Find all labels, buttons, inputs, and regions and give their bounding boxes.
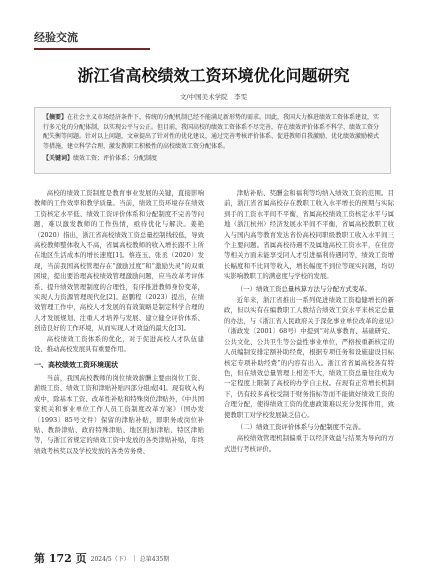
article-title: 浙江省高校绩效工资环境优化问题研究 [77, 66, 350, 85]
section-rule [34, 48, 150, 50]
subheading-2: （二）绩效工资评价体系与分配制度不完善。 [236, 422, 365, 431]
keywords [43, 154, 382, 164]
left-paragraph-3: 当前，我国高校教师的岗位绩效薪酬主要由岗位工资、薪级工资、绩效工资和津贴补贴四部分组成[4]。现有收入构成中，除基本工资、改革性补贴和特殊岗位津贴外，《中共国家机关和事业单位工作人员工资制度改革方案》（国办发〔1993〕85号文件）保留的津贴补贴，即职务或岗位补贴、教龄津贴、政府特殊津贴、地区附加津贴、特区津贴等，与浙江省规定的绩效工资中发放的各类津贴补贴，年终绩效考核奖以及学校发放的各类劳务费、 [34, 373, 204, 455]
right-paragraph-1: 津贴补贴、奖酬金和福利等均纳入绩效工资的范围。目前，浙江省省属高校存在教职工收入水平增长的预期与实际到手的工资水平间不平衡，省属高校绩效工资核定水平与属地（浙江杭州）经济发展水平间不平衡，省属高校教职工收入与国内高等教育发达省份高校同职级教职工收入水平间三个主要问题。省属高校待遇不及属地高校工资水平，在住房等相关方面未能享受同人才引进福利待遇同等，绩效工资增长幅度和不比同等收入，增长幅度不到位等现实问题，均切实影响教职工的满意度与学校的发展。 [224, 189, 394, 281]
right-column [224, 188, 394, 454]
abstract-box [34, 107, 391, 174]
abstract-body: 在社会主义市场经济条件下，传统的分配机制已经不能满足新形势的需求。因此，我国大力推进绩效工资体系建设，实行多元化的分配体制，以实现公平与公正。但目前，我国高校的绩效工资体系不尽完善，存在绩效评价体系不科学、绩效工资分配失衡等问题。针对以上问题，文章提出了针对性的优化建议，通过完善考核评价体系、促进教师自我激励、优化绩效激励模式等措施，建立科学合理、激发教职工积极性的高校绩效工资分配体系。 [43, 114, 380, 150]
subheading-1: （一）绩效工资总量核算方法与分配方式变革。 [236, 284, 371, 293]
keywords-label: 【关键词】 [43, 155, 74, 163]
footer-separator: | [133, 554, 136, 562]
abstract-text [43, 113, 382, 151]
page-footer [34, 548, 391, 568]
author-line: 文/中国美术学院 李雯 [179, 93, 248, 101]
abstract-label: 【摘要】 [43, 114, 68, 121]
issue-date: 2024/5（下） [90, 555, 130, 563]
issue-total: 总第435期 [139, 555, 170, 563]
left-column [34, 188, 204, 456]
section-label: 经验交流 [34, 31, 78, 44]
keywords-list: 绩效工资；评价体系；分配制度 [73, 155, 158, 163]
right-paragraph-3: 高校绩效管理机制偏重于以经济效益与结果为导向的方式进行考核评价。 [224, 434, 394, 453]
section-heading-1: 一、高校绩效工资环境现状 [34, 359, 118, 369]
left-paragraph-2: 高校绩效工资体系的优化，对于促进高校人才队伍建设、推动高校发展具有重要作用。 [34, 334, 204, 354]
left-paragraph-1: 高校的绩效工资制度是教育事业发展的关键，直接影响教师的工作效率和教学质量。当前，绩效工资环境存在绩效工资核定水平低、绩效工资评价体系和分配制度不完善等问题，难以激发教师的工作热情，亟待优化与解决。姜艳（2020）指出，浙江省高校绩效工资总量控制线较低，导致高校教师整体收入不高，省属高校教师的收入增长跟不上所在地区生活成本的增长速度[1]。蔡连玉、张丞（2020）发现，当前我国高校管理存在“激励过度”和“激励失灵”的双重困境，提出要治理高校绩效管理激励问题，应当改革考评体系、提升绩效管理制度的合理性，有序推进教师身份变革，实现人力资源管理现代化[2]。赵鹏程（2023）提出，在绩效管理工作中，高校人才发展的有效策略是制定科学合理的人才发展规划、注重人才培养与发展、建立健全评价体系、创造良好的工作环境，从而实现人才效益的最大化[3]。 [34, 189, 204, 333]
right-paragraph-2: 近年来，浙江省推出一系列促进绩效工资稳健增长的新政，但以实有在编教职工人数结合绩效工资水平来核定总量的办法，与《浙江省人民政府关于深化事业单位改革的意见》（浙政发〔2001〕68号）中提到“对从事教育、基础研究、公共文化、公共卫生等公益性事业单位，严格按重新核定的人员编制安排定额补助经费，根据专项任务和设施建设目标核定专项补助经费”的内容有出入。浙江省省属高校各有特色，但在绩效总量管理上相差不大，绩效工资总量往往成为一定程度上限制了高校的办学自主权。在现有正常增长机制下，仍有较多高校受制于财务指标等而不能做好绩效工资的合理分配，使得绩效工资的优惠政策难以充分发挥作用，致使教职工对学校发展缺乏信心。 [224, 296, 394, 419]
page-number: 第 172 页 [34, 552, 87, 565]
